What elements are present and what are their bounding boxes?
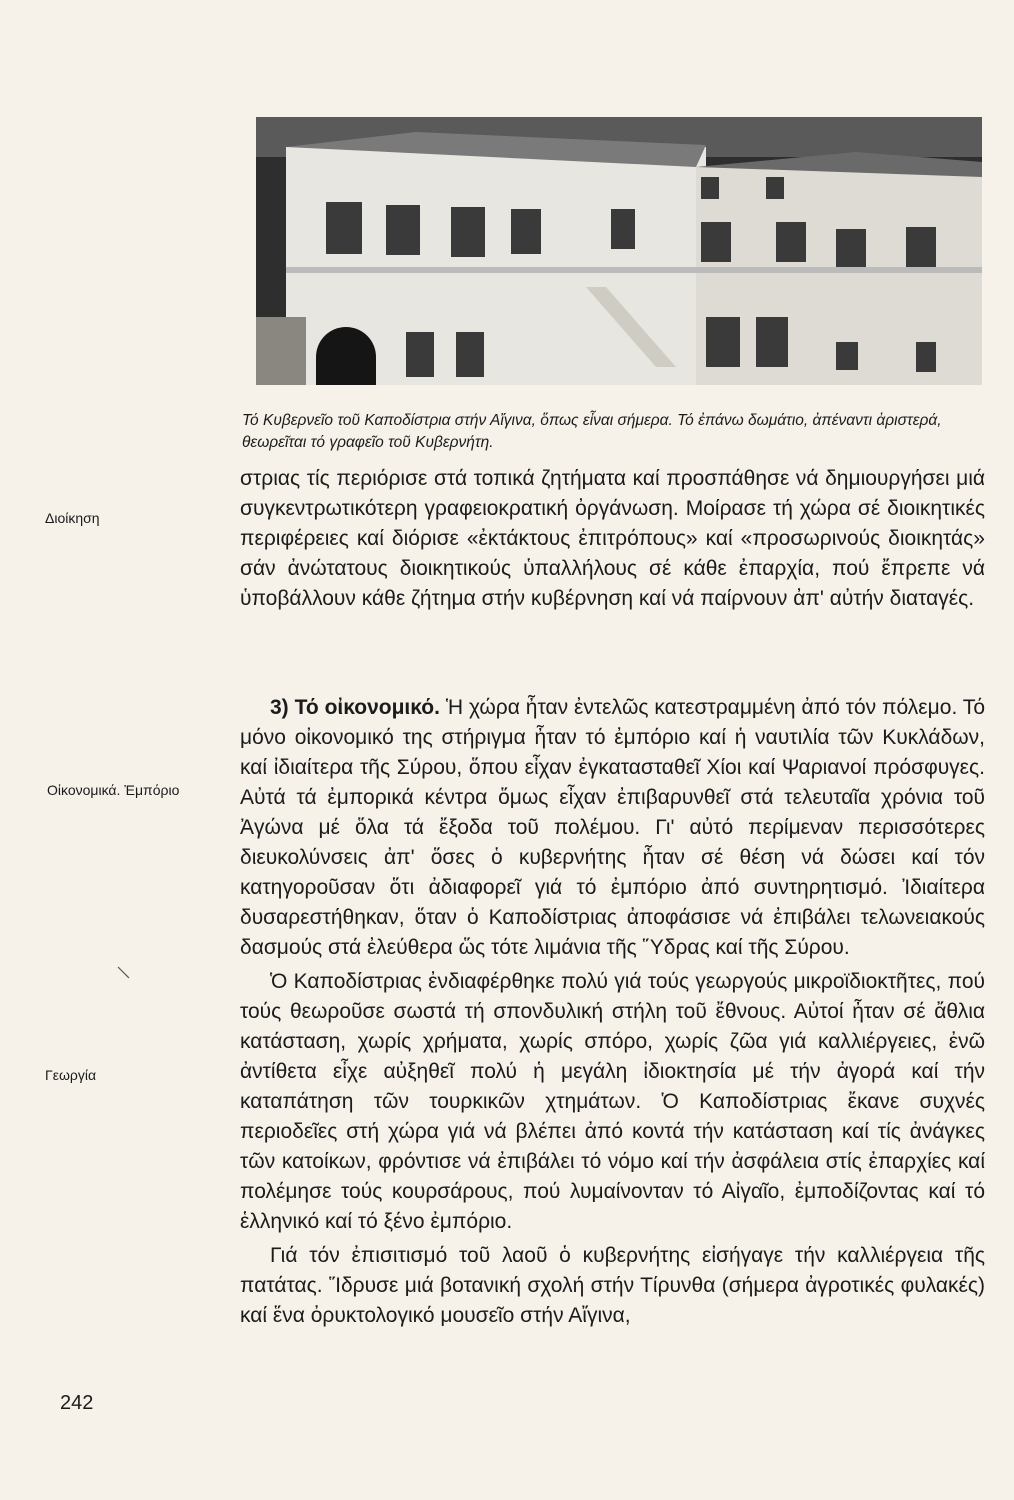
paragraph-dioikisi: στριας τίς περιόρισε στά τοπικά ζητήματα καί προσπάθησε νά δημιουργήσει μιά συγκεντρωτικότερη γραφειοκρατική ὀργάνωση. Μοίρασε τή χώρα σέ διοικητικές περιφέρειες καί διόρισε «ἐκτάκτους ἐπιτρόπους» καί «προσωρινούς διοικητάς» σάν ἀνώτατους διοικητικούς ὑπαλλήλους σέ κάθε ἐπαρχία, πού ἔπρεπε νά ὑποβάλλουν κάθε ζήτημα στήν κυβέρνηση καί νά παίρνουν ἀπ' αὐτήν διαταγές. [240, 467, 985, 610]
margin-note-georgia: Γεωργία [45, 1067, 97, 1083]
margin-note-dioikisi: Διοίκηση [45, 510, 100, 526]
building-photo-icon [256, 117, 982, 385]
section-3-heading: 3) Τό οἰκονομικό. [270, 696, 440, 719]
section-3-block [240, 693, 985, 1331]
margin-tick-mark [117, 966, 131, 980]
paragraph-georgia: Ὁ Καποδίστριας ἐνδιαφέρθηκε πολύ γιά τούς γεωργούς μικροϊδιοκτῆτες, πού τούς θεωροῦσε σωστά τή σπονδυλική στήλη τοῦ ἔθνους. Αὐτοί ἦταν σέ ἄθλια κατάσταση, χωρίς χρήματα, χωρίς σπόρο, χωρίς ζῶα γιά καλλιέργειες, ἐνῶ ἀντίθετα εἶχε αὐξηθεῖ πολύ ἡ μεγάλη ἰδιοκτησία μέ τήν ἀγορά καί τήν καταπάτηση τῶν τουρκικῶν χτημάτων. Ὁ Καποδίστριας ἔκανε συχνές περιοδεῖες στή χώρα γιά νά βλέπει ἀπό κοντά τήν κατάσταση καί τίς ἀνάγκες τῶν κατοίκων, φρόντισε νά ἐπιβάλει τό νόμο καί τήν ἀσφάλεια στίς ἐπαρχίες καί πολέμησε τούς κουρσάρους, πού λυμαίνονταν τό Αἰγαῖο, ἐμποδίζοντας καί τό ἑλληνικό καί τό ξένο ἐμπόριο. [240, 970, 985, 1233]
margin-note-oikonomika: Οἰκονομικά. Ἐμπόριο [47, 782, 180, 798]
section-3-text: Ἡ χώρα ἦταν ἐντελῶς κατεστραμμένη ἀπό τόν πόλεμο. Τό μόνο οἰκονομικό της στήριγμα ἦταν τό ἐμπόριο καί ἡ ναυτιλία τῶν Κυκλάδων, καί ἰδιαίτερα τῆς Σύρου, ὅπου εἶχαν ἐγκατασταθεῖ Χίοι καί Ψαριανοί πρόσφυγες. Αὐτά τά ἐμπορικά κέντρα ὅμως εἶχαν ἐπιβαρυνθεῖ στά τελευταῖα χρόνια τοῦ Ἀγώνα μέ ὅλα τά ἔξοδα τοῦ πολέμου. Γι' αὐτό περίμεναν περισσότερες διευκολύνσεις ἀπ' ὅσες ὁ κυβερνήτης ἦταν σέ θέση νά δώσει καί τόν κατηγοροῦσαν ὅτι ἀδιαφορεῖ γιά τό ἐμπόριο ἀπό συντηρητισμό. Ἰδιαίτερα δυσαρεστήθηκαν, ὅταν ὁ Καποδίστριας ἀποφάσισε νά ἐπιβάλει τελωνειακούς δασμούς στά ἐλεύθερα ὥς τότε λιμάνια τῆς Ὕδρας καί τῆς Σύρου. [240, 696, 985, 959]
body-paragraph-1 [240, 464, 985, 614]
photo-caption: Τό Κυβερνεῖο τοῦ Καποδίστρια στήν Αἴγινα, ὅπως εἶναι σήμερα. Τό ἐπάνω δωμάτιο, ἀπέναντι ἀριστερά, θεωρεῖται τό γραφεῖο τοῦ Κυβερνήτη. [242, 412, 942, 451]
building-photo [256, 117, 982, 385]
paragraph-episitismos: Γιά τόν ἐπισιτισμό τοῦ λαοῦ ὁ κυβερνήτης εἰσήγαγε τήν καλλιέργεια τῆς πατάτας. Ἵδρυσε μιά βοτανική σχολή στήν Τίρυνθα (σήμερα ἀγροτικές φυλακές) καί ἕνα ὀρυκτολογικό μουσεῖο στήν Αἴγινα, [240, 1244, 985, 1327]
page-number: 242 [60, 1392, 94, 1414]
paragraph-oikonomiko [240, 693, 985, 963]
